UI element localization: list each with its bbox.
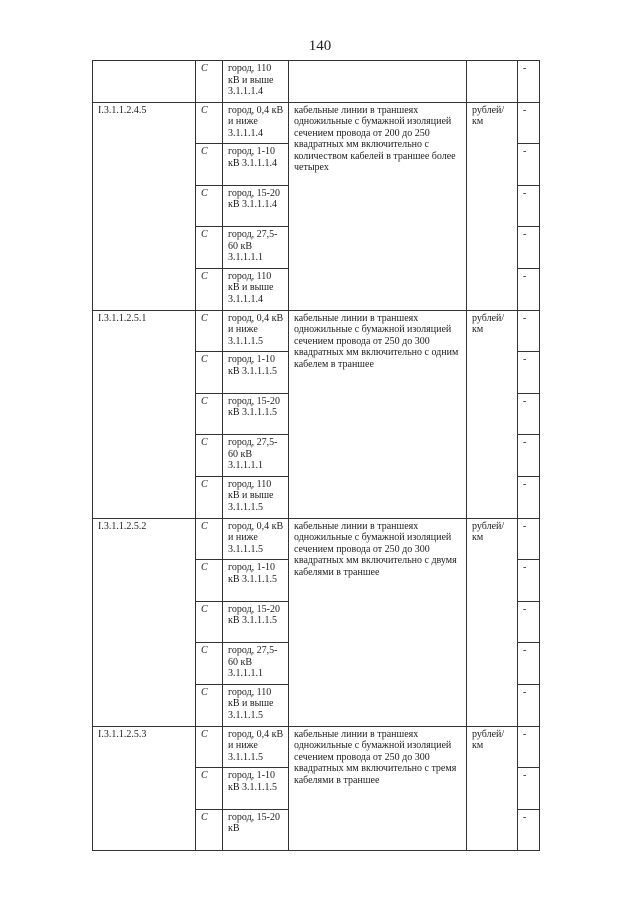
row-mark: С <box>196 518 223 560</box>
row-voltage: город, 27,5-60 кВ 3.1.1.1.1 <box>223 643 289 685</box>
row-value: - <box>518 601 540 643</box>
row-voltage: город, 0,4 кВ и ниже 3.1.1.1.5 <box>223 726 289 768</box>
row-mark: С <box>196 601 223 643</box>
row-value: - <box>518 61 540 103</box>
rates-table <box>92 60 540 851</box>
row-mark: С <box>196 268 223 310</box>
row-value: - <box>518 227 540 269</box>
row-value: - <box>518 476 540 518</box>
row-mark: С <box>196 560 223 602</box>
row-code: I.3.1.1.2.5.1 <box>93 310 196 518</box>
row-unit <box>467 61 518 103</box>
row-mark: С <box>196 352 223 394</box>
row-mark: С <box>196 643 223 685</box>
row-mark: С <box>196 102 223 144</box>
row-code: I.3.1.1.2.5.3 <box>93 726 196 851</box>
row-voltage: город, 27,5-60 кВ 3.1.1.1.1 <box>223 227 289 269</box>
row-value: - <box>518 185 540 227</box>
row-unit: рублей/ км <box>467 310 518 518</box>
row-voltage: город, 0,4 кВ и ниже 3.1.1.1.5 <box>223 518 289 560</box>
row-value: - <box>518 435 540 477</box>
row-mark: С <box>196 809 223 851</box>
row-unit: рублей/ км <box>467 102 518 310</box>
row-voltage: город, 110 кВ и выше 3.1.1.1.4 <box>223 61 289 103</box>
row-voltage: город, 110 кВ и выше 3.1.1.1.4 <box>223 268 289 310</box>
row-mark: С <box>196 768 223 810</box>
row-mark: С <box>196 435 223 477</box>
row-value: - <box>518 643 540 685</box>
page-number: 140 <box>308 38 332 54</box>
row-voltage: город, 15-20 кВ 3.1.1.1.4 <box>223 185 289 227</box>
row-mark: С <box>196 310 223 352</box>
row-mark: С <box>196 144 223 186</box>
table-row <box>93 102 540 144</box>
row-mark: С <box>196 726 223 768</box>
row-value: - <box>518 809 540 851</box>
row-voltage: город, 15-20 кВ <box>223 809 289 851</box>
row-unit: рублей/ км <box>467 518 518 726</box>
row-value: - <box>518 684 540 726</box>
row-value: - <box>518 102 540 144</box>
row-voltage: город, 110 кВ и выше 3.1.1.1.5 <box>223 684 289 726</box>
row-voltage: город, 0,4 кВ и ниже 3.1.1.1.4 <box>223 102 289 144</box>
row-value: - <box>518 726 540 768</box>
row-code <box>93 61 196 103</box>
row-unit: рублей/ км <box>467 726 518 851</box>
row-voltage: город, 110 кВ и выше 3.1.1.1.5 <box>223 476 289 518</box>
row-code: I.3.1.1.2.5.2 <box>93 518 196 726</box>
row-voltage: город, 1-10 кВ 3.1.1.1.4 <box>223 144 289 186</box>
row-description: кабельные линии в траншеях одножильные с бумажной изоляцией сечением провода от 200 до 250 квадратных мм включительно с количеством кабелей в траншее более четырех <box>289 102 467 310</box>
row-voltage: город, 15-20 кВ 3.1.1.1.5 <box>223 601 289 643</box>
row-description: кабельные линии в траншеях одножильные с бумажной изоляцией сечением провода от 250 до 300 квадратных мм включительно с одним кабелем в траншее <box>289 310 467 518</box>
row-mark: С <box>196 393 223 435</box>
row-value: - <box>518 310 540 352</box>
table-row <box>93 310 540 352</box>
row-code: I.3.1.1.2.4.5 <box>93 102 196 310</box>
row-voltage: город, 27,5-60 кВ 3.1.1.1.1 <box>223 435 289 477</box>
row-value: - <box>518 144 540 186</box>
row-voltage: город, 1-10 кВ 3.1.1.1.5 <box>223 352 289 394</box>
row-description <box>289 61 467 103</box>
row-voltage: город, 1-10 кВ 3.1.1.1.5 <box>223 560 289 602</box>
table-row <box>93 518 540 560</box>
row-value: - <box>518 268 540 310</box>
row-mark: С <box>196 684 223 726</box>
row-voltage: город, 1-10 кВ 3.1.1.1.5 <box>223 768 289 810</box>
row-mark: С <box>196 227 223 269</box>
row-voltage: город, 0,4 кВ и ниже 3.1.1.1.5 <box>223 310 289 352</box>
row-value: - <box>518 393 540 435</box>
row-value: - <box>518 768 540 810</box>
row-description: кабельные линии в траншеях одножильные с бумажной изоляцией сечением провода от 250 до 300 квадратных мм включительно с тремя кабелями в траншее <box>289 726 467 851</box>
row-value: - <box>518 560 540 602</box>
table-row <box>93 726 540 768</box>
row-voltage: город, 15-20 кВ 3.1.1.1.5 <box>223 393 289 435</box>
row-description: кабельные линии в траншеях одножильные с бумажной изоляцией сечением провода от 250 до 300 квадратных мм включительно с двумя кабелями в траншее <box>289 518 467 726</box>
row-mark: С <box>196 476 223 518</box>
table-row <box>93 61 540 103</box>
row-value: - <box>518 518 540 560</box>
row-mark: С <box>196 61 223 103</box>
row-mark: С <box>196 185 223 227</box>
row-value: - <box>518 352 540 394</box>
